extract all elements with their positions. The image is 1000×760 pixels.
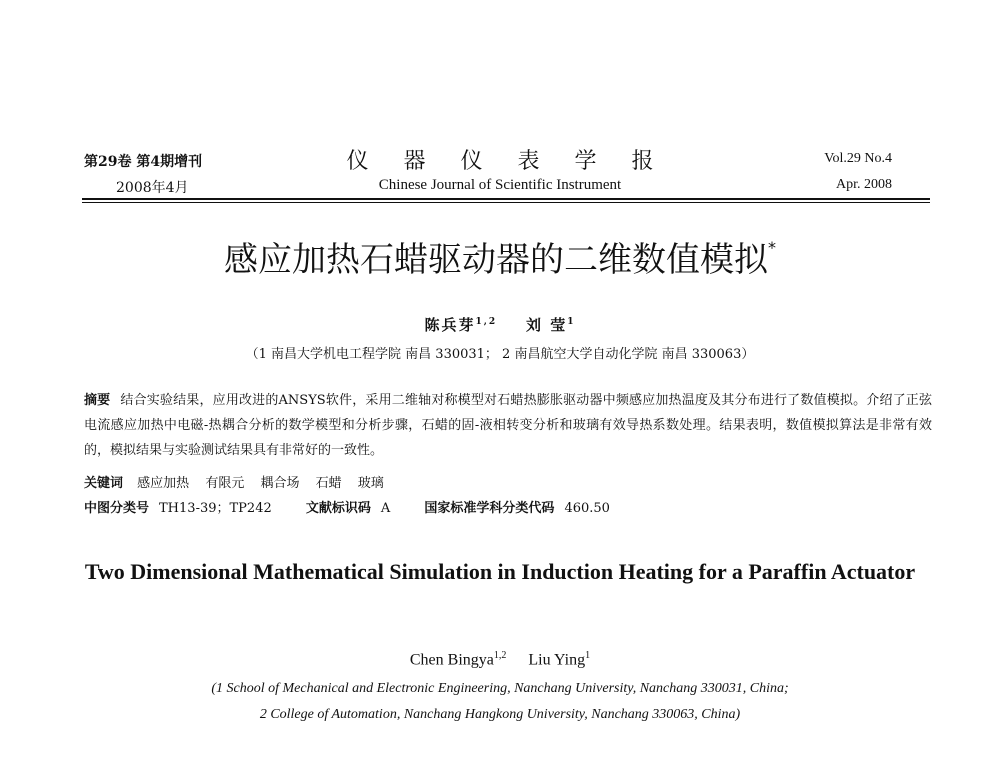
author-en-2-affil: 1 [585,650,591,661]
header-rule-thin [82,202,930,203]
clc-label: 中图分类号 [84,501,150,516]
keyword: 玻璃 [357,476,384,491]
author-cn-2-affil: 1 [567,317,576,327]
std-code-value: 460.50 [564,501,610,516]
paper-title-cn-text: 感应加热石蜡驱动器的二维数值模拟 [224,240,768,280]
clc-value: TH13-39；TP242 [159,501,272,516]
paper-title-en: Two Dimensional Mathematical Simulation in Induction Heating for a Paraffin Actuator [84,559,916,584]
header-rule-thick [82,198,930,200]
keywords-cn [84,472,396,491]
keyword: 耦合场 [260,476,300,491]
volume-issue-en: Vol.29 No.4 [824,151,892,166]
paper-title-cn [0,232,1000,281]
author-en-1: Chen Bingya [409,651,494,669]
author-en-1-affil: 1,2 [493,650,507,661]
abstract-text: 结合实验结果，应用改进的ANSYS软件，采用二维轴对称模型对石蜡热膨胀驱动器中频感应加热温度及其分布进行了数值模拟。介绍了正弦电流感应加热中电磁-热耦合分析的数学模型和分析步骤，石蜡的固-液相转变分析和玻璃有效导热系数处理。结果表明，数值模拟算法是非常有效的，模拟结果与实验测试结果具有非常好的一致性。 [84,393,932,458]
doc-code-value: A [380,501,391,516]
affiliation-en-2: 2 College of Automation, Nanchang Hangkong University, Nanchang 330063, China) [259,707,741,722]
volume-issue-cn: 第29卷 第4期增刊 [84,154,203,170]
date-en: Apr. 2008 [836,177,892,192]
journal-name-en: Chinese Journal of Scientific Instrument [378,177,622,193]
author-cn-1: 陈兵芽 [424,316,476,334]
keyword: 有限元 [205,476,245,491]
abstract-label: 摘要 [84,393,111,408]
date-cn: 2008年4月 [116,180,189,196]
keyword: 感应加热 [137,476,190,491]
std-code-label: 国家标准学科分类代码 [424,501,555,516]
authors-cn [0,314,1000,335]
keywords-label: 关键词 [84,476,124,491]
affiliation-en-1: (1 School of Mechanical and Electronic Engineering, Nanchang University, Nanchang 330031, China; [211,681,789,696]
classification-line [84,497,610,516]
author-cn-1-affil: 1,2 [475,317,498,327]
title-footnote-mark: * [768,238,776,257]
journal-name-cn: 仪 器 仪 表 学 报 [346,149,668,174]
doc-code-label: 文献标识码 [305,501,371,516]
keyword: 石蜡 [315,476,342,491]
affiliation-cn: （1 南昌大学机电工程学院 南昌 330031； 2 南昌航空大学自动化学院 南昌 330063） [245,347,755,362]
author-cn-2: 刘 莹 [526,316,568,334]
author-en-2: Liu Ying [528,651,586,669]
authors-en [0,650,1000,669]
abstract-cn [84,388,932,463]
